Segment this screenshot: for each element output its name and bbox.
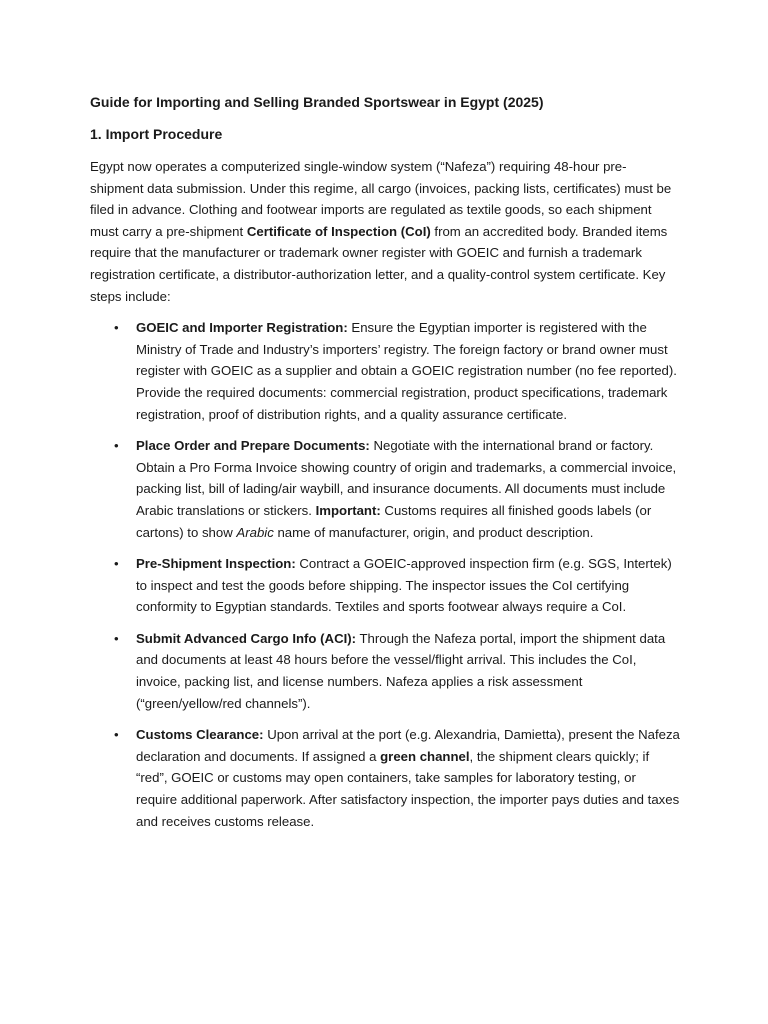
list-item <box>90 724 680 832</box>
bullet-bold-green-channel: green channel <box>380 748 470 764</box>
bullet-text: Negotiate with the international brand or factory. Obtain a Pro Forma Invoice showing country of origin and trademarks, a commercial invoice, packing list, bill of lading/air waybill, and insurance documents. All documents must include Arabic translations or stickers. <box>136 438 677 518</box>
bullet-bold-important: Important: <box>315 502 381 518</box>
steps-list <box>90 317 680 832</box>
list-item <box>90 628 680 714</box>
bullet-glyph: • <box>114 727 119 743</box>
bullet-title: Submit Advanced Cargo Info (ACI): <box>136 630 357 646</box>
bullet-glyph: • <box>114 556 119 572</box>
bullet-text: Contract a GOEIC-approved inspection firm (e.g. SGS, Intertek) to inspect and test the goods before shipping. The inspector issues the CoI certifying conformity to Egyptian standards. Textiles and sports footwear always require a CoI. <box>136 556 672 615</box>
bullet-title: Customs Clearance: <box>136 727 264 743</box>
intro-bold-coi: Certificate of Inspection (CoI) <box>246 223 431 239</box>
section-heading: 1. Import Procedure <box>90 126 223 142</box>
bullet-glyph: • <box>114 438 119 454</box>
intro-text-2: from an accredited body. Branded items require that the manufacturer or trademark owner register with GOEIC and furnish a trademark registration certificate, a distributor-authorization letter, and a quality-control system certificate. Key steps include: <box>90 223 668 304</box>
bullet-text: name of manufacturer, origin, and product description. <box>273 524 594 540</box>
list-item <box>90 435 680 543</box>
intro-paragraph <box>90 156 680 307</box>
document-title: Guide for Importing and Selling Branded Sportswear in Egypt (2025) <box>90 94 544 110</box>
list-item <box>90 553 680 618</box>
list-item <box>90 317 680 425</box>
bullet-title: Pre-Shipment Inspection: <box>136 556 296 572</box>
bullet-text: , the shipment clears quickly; if “red”, GOEIC or customs may open containers, take samples for laboratory testing, or require additional paperwork. After satisfactory inspection, the importer pays duties and taxes and receives customs release. <box>136 748 680 829</box>
bullet-text: Customs requires all finished goods labels (or cartons) to show <box>136 502 652 540</box>
bullet-glyph: • <box>114 320 119 336</box>
document-page <box>90 92 680 842</box>
bullet-title: GOEIC and Importer Registration: <box>136 320 348 336</box>
intro-text-1: Egypt now operates a computerized single-window system (“Nafeza”) requiring 48-hour pre-shipment data submission. Under this regime, all cargo (invoices, packing lists, certificates) must be filed in advance. Clothing and footwear imports are regulated as textile goods, so each shipment must carry a pre-shipment <box>90 159 672 239</box>
bullet-glyph: • <box>114 630 119 646</box>
bullet-title: Place Order and Prepare Documents: <box>136 438 370 454</box>
bullet-italic-arabic: Arabic <box>236 524 274 540</box>
bullet-text: Through the Nafeza portal, import the shipment data and documents at least 48 hours before the vessel/flight arrival. This includes the CoI, invoice, packing list, and license numbers. Nafeza applies a risk assessment (“green/yellow/red channels”). <box>136 630 666 711</box>
bullet-text: Ensure the Egyptian importer is registered with the Ministry of Trade and Industry’s importers’ registry. The foreign factory or brand owner must register with GOEIC as a supplier and obtain a GOEIC registration number (no fee reported). Provide the required documents: commercial registration, product specifications, trademark registration, proof of distribution rights, and a quality assurance certificate. <box>136 320 677 422</box>
bullet-text: Upon arrival at the port (e.g. Alexandria, Damietta), present the Nafeza declaration and documents. If assigned a <box>136 727 680 764</box>
